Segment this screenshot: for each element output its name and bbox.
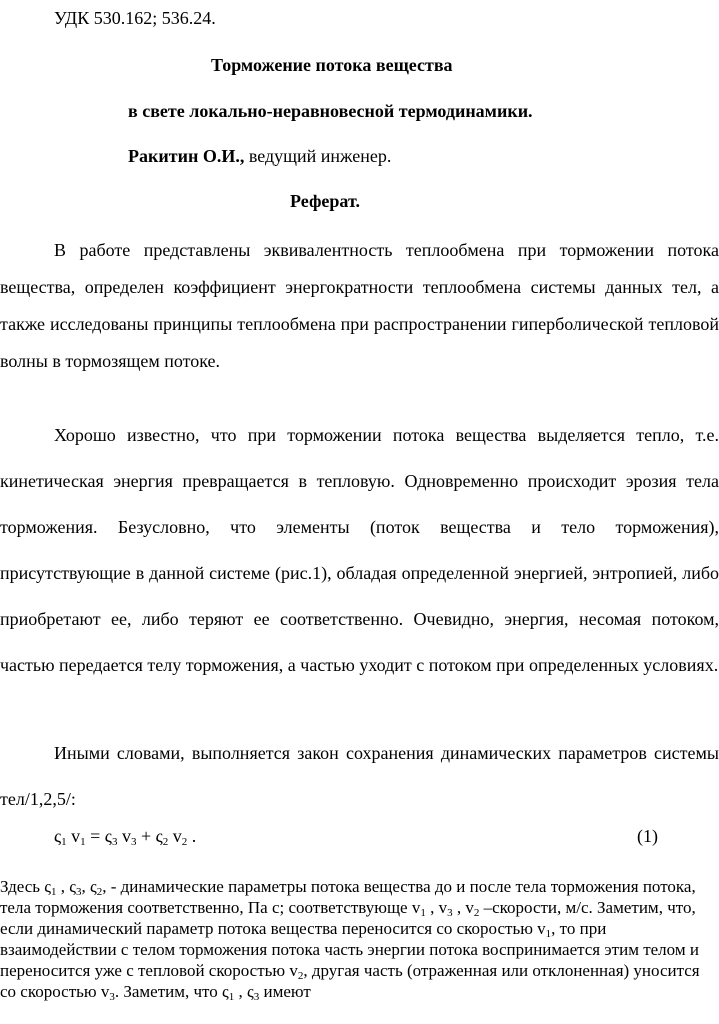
- author-name: Ракитин О.И.,: [128, 146, 245, 166]
- body-paragraph-3: Здесь $\varsigma_1$ , $\varsigma_3$, $\varsigma_2$, - динамические параметры потока вещества до и после тела торможения потока, тела торможения соответственно, Па с; соответствующе $v_1$ , $v_3$ , $v_2$ –скорости, м/с. Заметим, что, если динамический параметр потока вещества переносится со скоростью $v_1$, то при взаимодействии с телом торможения потока часть энергии потока воспринимается этим телом и переносится уже с тепловой скоростью $v_2$, другая часть (отраженная или отклоненная) уносится со скоростью $v_3$. Заметим, что $\varsigma_1$ , $\varsigma_3$ имеют: [0, 877, 700, 1003]
- author-position: ведущий инженер.: [244, 146, 392, 166]
- body-paragraph-2: Иными словами, выполняется закон сохранения динамических параметров системы тел/1,2,5/:: [0, 743, 719, 809]
- abstract-text: В работе представлены эквивалентность теплообмена при торможении потока вещества, определен коэффициент энергократности теплообмена системы данных тел, а также исследованы принципы теплообмена при распространении гиперболической тепловой волны в тормозящем потоке.: [0, 240, 719, 371]
- title-line-1: Торможение потока вещества: [211, 55, 453, 75]
- udk-code: УДК 530.162; 536.24.: [54, 8, 216, 28]
- body-paragraph-1: Хорошо известно, что при торможении потока вещества выделяется тепло, т.е. кинетическая энергия превращается в тепловую. Одновременно происходит эрозия тела торможения. Безусловно, что элементы (поток вещества и тело торможения), присутствующие в данной системе (рис.1), обладая определенной энергией, энтропией, либо приобретают ее, либо теряют ее соответственно. Очевидно, энергия, несомая потоком, частью передается телу торможения, а частью уходит с потоком при определенных условиях.: [0, 425, 719, 675]
- abstract-heading: Реферат.: [290, 191, 360, 211]
- author-line: [128, 146, 391, 167]
- equation-number: (1): [637, 826, 658, 846]
- equation-1: $\varsigma_1$ $v_1 = \varsigma_3$ $v_3 + \varsigma_2$ $v_2$ .: [54, 826, 197, 848]
- title-line-2: в свете локально-неравновесной термодинамики.: [128, 101, 533, 121]
